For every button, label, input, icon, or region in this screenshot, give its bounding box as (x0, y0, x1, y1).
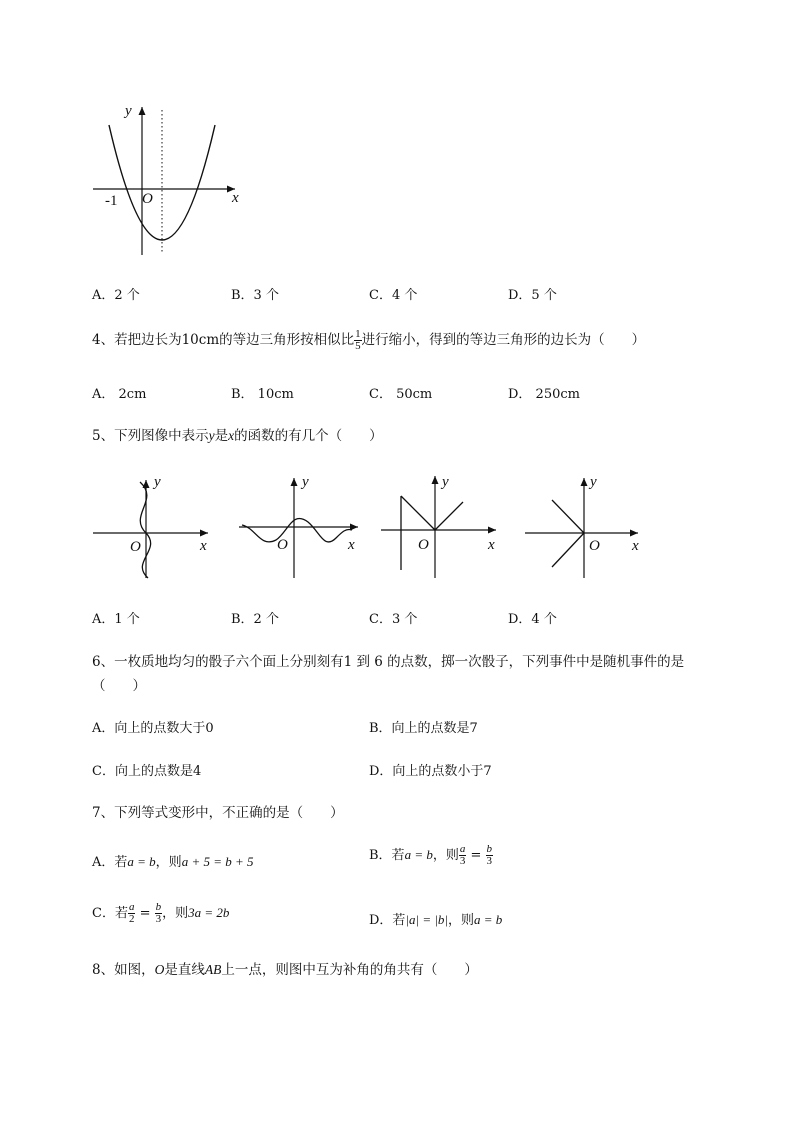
x-label: x (488, 537, 495, 553)
q7-d-cond: |a| = |b| (405, 912, 449, 927)
q5-option-c[interactable]: C．3 个 (369, 612, 418, 627)
q7-stem: 7、下列等式变形中，不正确的是（ ） (92, 805, 344, 821)
curve (140, 482, 151, 578)
q6-option-d[interactable]: D．向上的点数小于7 (369, 764, 492, 779)
q7-c-frac2-num: b (155, 901, 162, 913)
y-label: y (154, 474, 161, 490)
q7-a-result: a + 5 = b + 5 (181, 854, 254, 869)
x-axis-arrow (488, 527, 496, 534)
q4-fraction (354, 329, 362, 352)
q7-b-frac-2 (486, 844, 494, 867)
q5-graph-2 (236, 470, 366, 582)
q5-graph-4 (522, 470, 652, 582)
origin-label: O (130, 539, 141, 555)
q4-frac-den: 5 (355, 340, 361, 352)
q7-a-cond: a = b (127, 854, 156, 869)
x-axis-arrow (200, 530, 208, 537)
x-label: x (200, 538, 207, 554)
q7-option-c[interactable] (92, 902, 229, 925)
q6-option-c[interactable]: C．向上的点数是4 (92, 764, 202, 779)
q7-c-prefix: C．若 (92, 906, 128, 921)
y-axis-arrow (139, 107, 146, 115)
q7-d-prefix: D．若 (369, 913, 406, 928)
y-axis-arrow (581, 478, 588, 486)
q7-d-mid: ，则 (448, 913, 475, 928)
q3-option-c[interactable]: C．4 个 (369, 288, 418, 303)
q8-mid: 是直线 (164, 962, 205, 978)
q8-var-ab: AB (204, 962, 222, 977)
q7-b-prefix: B．若 (369, 848, 405, 863)
q7-c-frac2-den: 3 (155, 913, 162, 925)
lower-branch (552, 533, 584, 567)
q5-option-a[interactable]: A．1 个 (92, 612, 140, 627)
q7-a-prefix: A．若 (92, 855, 128, 870)
q3-option-d[interactable]: D．5 个 (508, 288, 557, 303)
q7-b-cond: a = b (404, 847, 433, 862)
y-label: y (302, 474, 309, 490)
right-branch (435, 502, 463, 530)
q6-option-a[interactable]: A．向上的点数大于0 (92, 721, 214, 736)
y-label: y (590, 474, 597, 490)
origin-label: O (418, 537, 429, 553)
q7-c-eq: = (135, 906, 155, 921)
q6-option-b[interactable]: B．向上的点数是7 (369, 721, 478, 736)
left-branch (401, 496, 435, 530)
curve (242, 518, 352, 541)
q7-c-result: 3a = 2b (188, 905, 230, 920)
q4-prefix: 4、若把边长为10cm的等边三角形按相似比 (92, 332, 355, 348)
q7-c-frac1-num: a (128, 901, 135, 913)
q4-option-a[interactable]: A． 2cm (92, 387, 147, 402)
q5-var-x: x (228, 428, 235, 443)
q7-c-frac-2 (155, 902, 163, 925)
q5-graph-3 (378, 470, 508, 582)
q7-b-frac2-den: 3 (486, 855, 493, 867)
x-label: x (348, 537, 355, 553)
q4-option-c[interactable]: C． 50cm (369, 387, 433, 402)
q7-b-frac2-num: b (486, 843, 493, 855)
q7-option-a[interactable] (92, 851, 254, 870)
q4-option-d[interactable]: D． 250cm (508, 387, 580, 402)
q7-b-frac1-den: 3 (459, 855, 466, 867)
y-label: y (125, 103, 132, 119)
q5-option-b[interactable]: B．2 个 (231, 612, 279, 627)
q7-c-mid: ，则 (162, 906, 189, 921)
q5-stem (92, 424, 383, 444)
q5-var-y: y (208, 428, 215, 443)
q4-suffix: 进行缩小，得到的等边三角形的边长为（ ） (361, 332, 646, 348)
q7-option-b[interactable] (369, 844, 493, 867)
x-label: x (632, 538, 639, 554)
q5-option-d[interactable]: D．4 个 (508, 612, 557, 627)
q3-option-b[interactable]: B．3 个 (231, 288, 279, 303)
x-axis-arrow (630, 530, 638, 537)
q5-graph-1 (90, 470, 220, 582)
q5-prefix: 5、下列图像中表示 (92, 428, 209, 444)
q4-stem (92, 328, 645, 352)
q6-stem-line1: 6、一枚质地均匀的骰子六个面上分别刻有1 到 6 的点数，掷一次骰子，下列事件中是随机事件的是 (92, 654, 685, 670)
x-label: x (232, 190, 239, 206)
y-axis-arrow (291, 478, 298, 486)
q3-parabola-graph (85, 95, 255, 265)
q8-var-o: O (154, 962, 165, 977)
q7-option-d[interactable] (369, 909, 502, 928)
q7-d-result: a = b (474, 912, 503, 927)
y-axis-arrow (432, 476, 439, 484)
q7-b-eq: = (466, 848, 486, 863)
q8-prefix: 8、如图， (92, 962, 155, 978)
q4-option-b[interactable]: B． 10cm (231, 387, 294, 402)
upper-branch (552, 500, 584, 533)
q4-frac-num: 1 (355, 328, 361, 340)
q5-mid: 是 (214, 428, 229, 444)
y-label: y (442, 474, 449, 490)
origin-label: O (277, 537, 288, 553)
neg-one-label: -1 (105, 193, 118, 209)
q5-suffix: 的函数的有几个（ ） (234, 428, 383, 444)
q7-a-mid: ，则 (155, 855, 182, 870)
q7-b-frac1-num: a (459, 843, 466, 855)
origin-label: O (142, 191, 153, 207)
q7-b-mid: ，则 (432, 848, 459, 863)
origin-label: O (589, 538, 600, 554)
q3-option-a[interactable]: A．2 个 (92, 288, 140, 303)
q6-stem-line2: （ ） (92, 678, 146, 694)
q8-suffix: 上一点，则图中互为补角的角共有（ ） (221, 962, 478, 978)
q8-stem (92, 958, 478, 978)
q7-c-frac1-den: 2 (128, 913, 135, 925)
